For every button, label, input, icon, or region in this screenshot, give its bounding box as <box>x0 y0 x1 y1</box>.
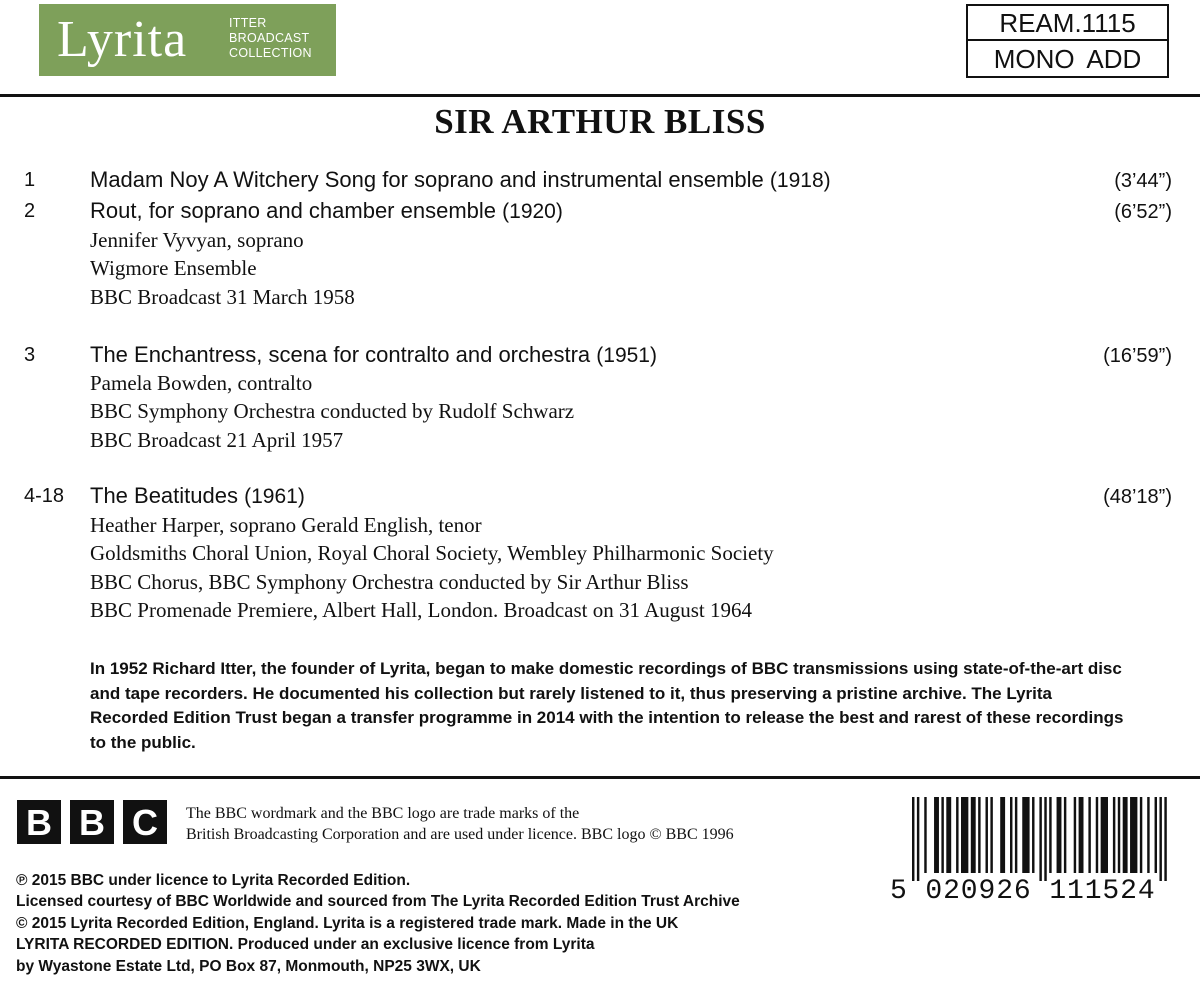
legal-notice: ℗ 2015 BBC under licence to Lyrita Recorded Edition. Licensed courtesy of BBC Worldwide and sourced from The Lyrita Recorded Edition Trust Archive © 2015 Lyrita Recorded Edition, England. Lyrita is a registered trade mark. Made in the UK LYRITA RECORDED EDITION. Produced under an exclusive licence from Lyrita by Wyastone Estate Ltd, PO Box 87, Monmouth, NP25 3WX, UK <box>16 872 740 975</box>
barcode-bar <box>1022 797 1029 873</box>
barcode-bar <box>941 797 943 873</box>
barcode-bar <box>1088 797 1090 873</box>
bbc-logo <box>17 800 167 844</box>
barcode-bar <box>1155 797 1157 873</box>
track-credit: Jennifer Vyvyan, soprano <box>90 228 304 252</box>
track-duration: (48’18”) <box>1103 486 1172 508</box>
barcode-bar <box>934 797 939 873</box>
barcode-bar <box>917 797 919 881</box>
barcode-bar <box>986 797 988 873</box>
barcode-bar <box>1130 797 1137 873</box>
barcode-bar <box>1113 797 1115 873</box>
track-duration: (6’52”) <box>1114 201 1172 223</box>
track-credit: BBC Broadcast 21 April 1957 <box>90 428 344 452</box>
barcode-bar <box>978 797 980 873</box>
bbc-logo-block: B <box>70 800 114 844</box>
track-year: (1920) <box>502 200 563 223</box>
track-credit: Goldsmiths Choral Union, Royal Choral Society, Wembley Philharmonic Society <box>90 541 774 565</box>
barcode-bar <box>1015 797 1017 873</box>
barcode-bar <box>1159 797 1161 881</box>
composer-title: SIR ARTHUR BLISS <box>434 102 766 141</box>
barcode-bar <box>1140 797 1142 873</box>
catalog-box <box>966 4 1169 78</box>
track-title: The Enchantress, scena for contralto and orchestra (1951) <box>90 342 657 367</box>
track-credit: BBC Chorus, BBC Symphony Orchestra conducted by Sir Arthur Bliss <box>90 570 689 594</box>
barcode-bar <box>1079 797 1084 873</box>
barcode-bar <box>1032 797 1034 873</box>
logo-wordmark: Lyrita <box>57 11 188 68</box>
barcode-bar <box>1057 797 1062 873</box>
divider-bottom <box>0 776 1200 779</box>
barcode-bar <box>1118 797 1120 873</box>
barcode-bar <box>956 797 958 873</box>
track-year: (1951) <box>596 344 657 367</box>
track-number: 1 <box>24 169 36 191</box>
collection-label: ITTER BROADCAST COLLECTION <box>229 16 312 60</box>
bbc-logo-block: B <box>17 800 61 844</box>
bbc-logo-block: C <box>123 800 167 844</box>
track-title: The Beatitudes (1961) <box>90 483 305 508</box>
barcode-digits: 5 020926 111524 <box>890 876 1156 907</box>
track-number: 3 <box>24 344 36 366</box>
barcode-bar <box>912 797 914 881</box>
barcode-bar <box>1039 797 1041 881</box>
track-year: (1918) <box>769 169 831 192</box>
barcode-bar <box>924 797 926 873</box>
track-year: (1961) <box>244 485 305 508</box>
barcode-bar <box>1074 797 1076 873</box>
format-label: MONO ADD <box>993 44 1142 74</box>
track-credit: BBC Symphony Orchestra conducted by Rudolf Schwarz <box>90 399 575 423</box>
barcode-bar <box>1096 797 1098 873</box>
barcode-bar <box>1164 797 1166 881</box>
track-credit: BBC Broadcast 31 March 1958 <box>90 285 355 309</box>
barcode-bar <box>1123 797 1128 873</box>
lyrita-logo <box>39 4 336 76</box>
track-credit: Pamela Bowden, contralto <box>90 371 313 395</box>
track-number: 2 <box>24 200 36 222</box>
barcode-bar <box>1010 797 1012 873</box>
barcode-bar <box>1147 797 1149 873</box>
divider-top <box>0 94 1200 97</box>
track-duration: (16’59”) <box>1103 345 1172 367</box>
barcode-bar <box>1044 797 1046 881</box>
catalog-number: REAM.1115 <box>968 6 1167 41</box>
barcode-bar <box>1064 797 1066 873</box>
bbc-trademark-notice: The BBC wordmark and the BBC logo are trade marks of the British Broadcasting Corporation and are used under licence. BBC logo © BBC 1996 <box>186 805 734 843</box>
barcode-bar <box>1101 797 1108 873</box>
track-credit: BBC Promenade Premiere, Albert Hall, London. Broadcast on 31 August 1964 <box>90 598 752 622</box>
track-credit: Wigmore Ensemble <box>90 256 257 280</box>
archive-blurb: In 1952 Richard Itter, the founder of Lyrita, began to make domestic recordings of BBC transmissions using state-of-the-art disc and tape recorders. He documented his collection but rarely listened to it, thus preserving a pristine archive. The Lyrita Recorded Edition Trust began a transfer programme in 2014 with the intention to release the best and rarest of these recordings to the public. <box>90 659 1124 752</box>
track-duration: (3’44”) <box>1114 170 1172 192</box>
barcode-bar <box>946 797 951 873</box>
barcode-bar <box>1049 797 1051 873</box>
track-title: Madam Noy A Witchery Song for soprano and instrumental ensemble (1918) <box>90 167 831 192</box>
barcode-bar <box>961 797 968 873</box>
barcode-bar <box>990 797 992 873</box>
barcode-bar <box>1000 797 1005 873</box>
barcode-bar <box>971 797 976 873</box>
track-title: Rout, for soprano and chamber ensemble (1920) <box>90 198 563 223</box>
track-credit: Heather Harper, soprano Gerald English, tenor <box>90 513 482 537</box>
track-number: 4-18 <box>24 485 65 507</box>
